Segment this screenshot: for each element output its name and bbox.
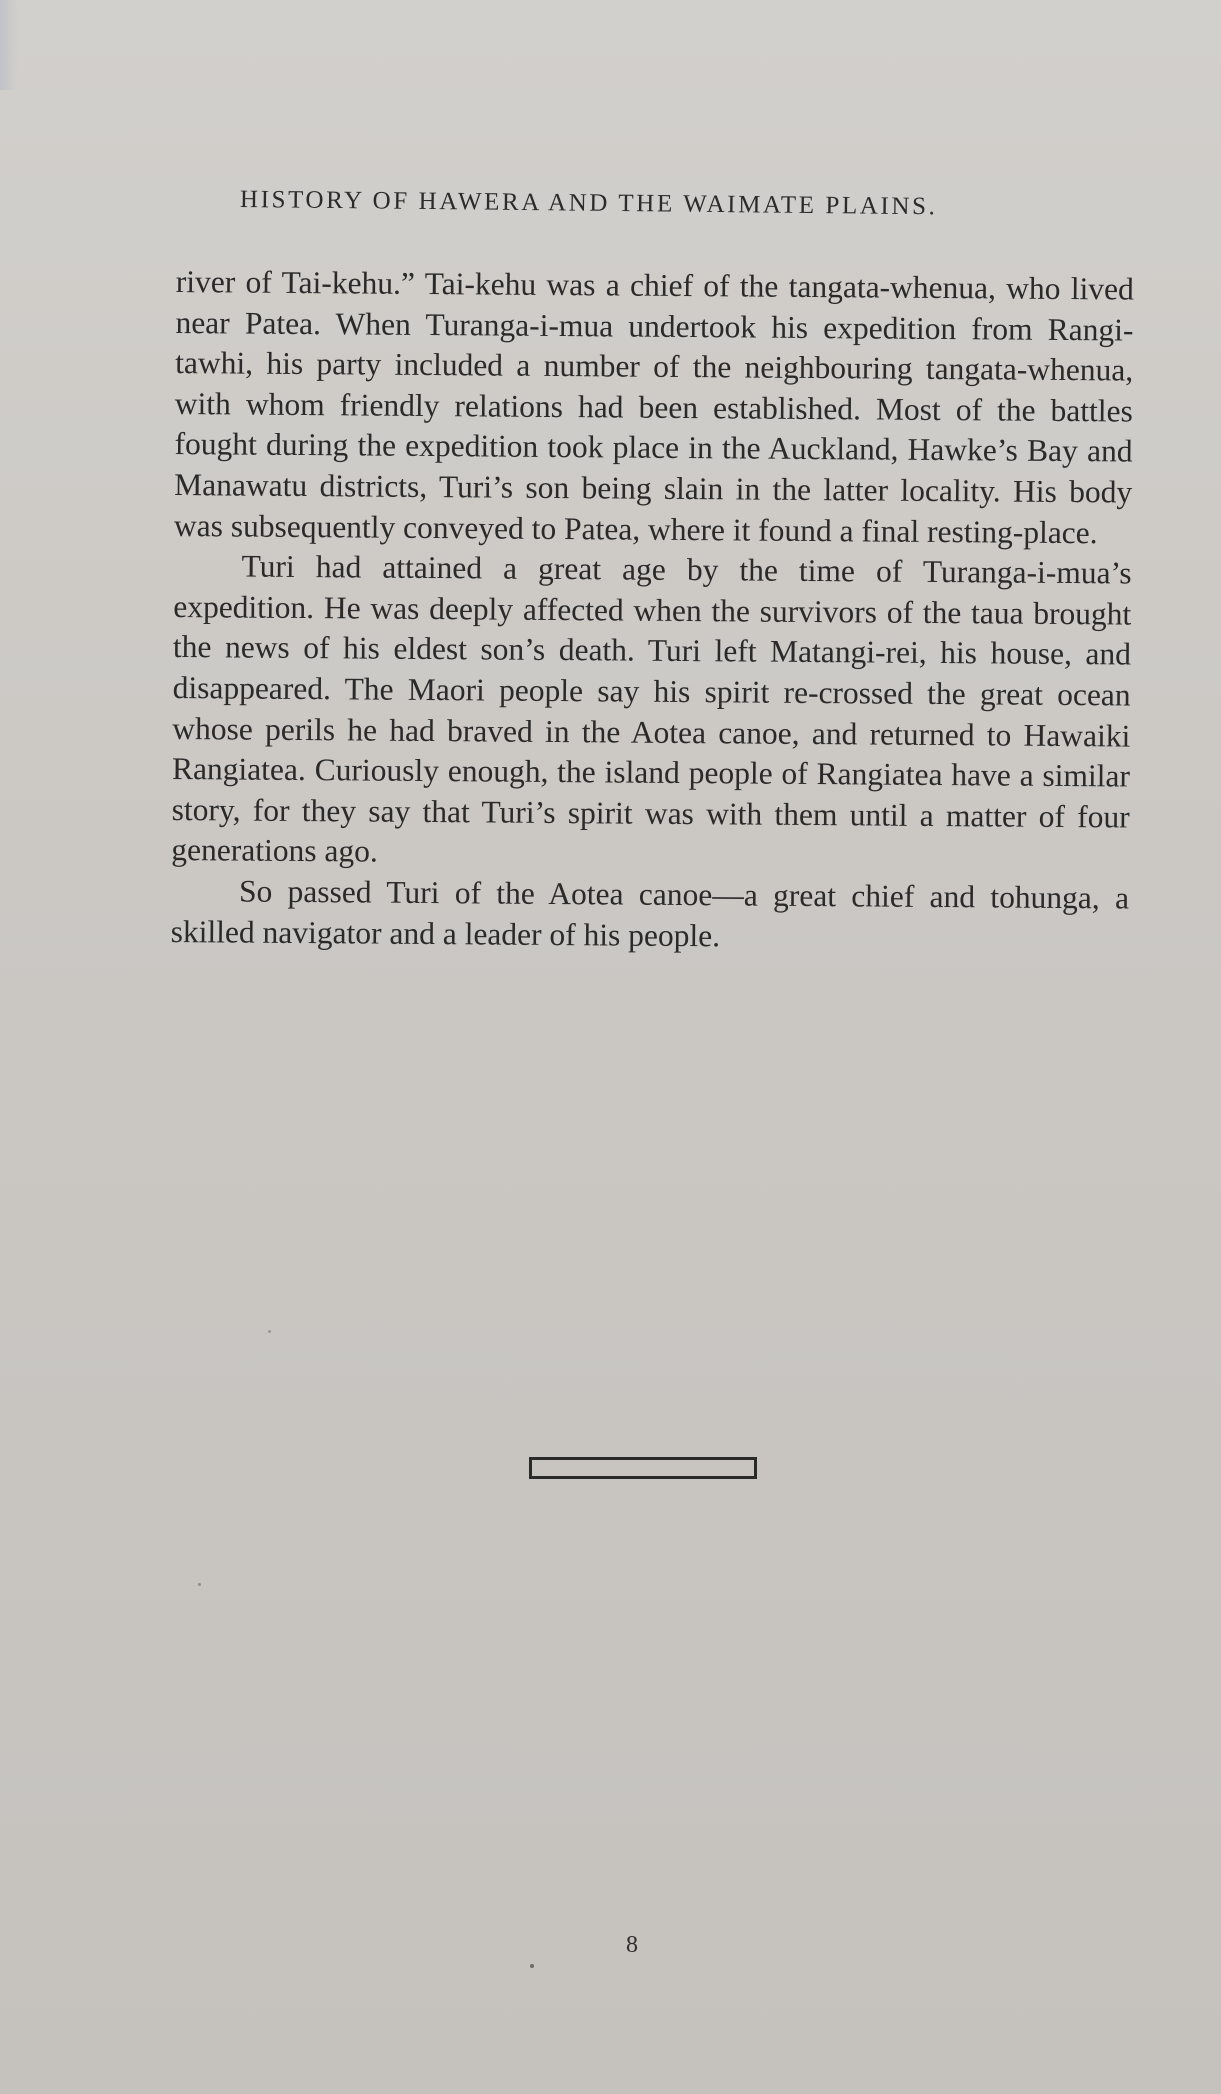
paragraph-3: So passed Turi of the Aotea canoe—a great chief and tohunga, a skilled navigator and a leader of his people.	[170, 873, 1130, 953]
page-edge-shadow	[0, 0, 18, 90]
page-number: 8	[626, 1932, 638, 1958]
paragraph-2: Turi had attained a great age by the time of Turanga-i-mua’s expedition. He was deeply affected when the survivors of the taua brought the news of his eldest son’s death. Turi left Matangi-rei, his house, and disappeared. The Maori people say his spirit re-crossed the great ocean whose perils he had braved in the Aotea canoe, and returned to Hawaiki Rangiatea. Curiously enough, the island people of Rangiatea have a similar story, for they say that Turi’s spirit was with them until a matter of four generations ago.	[171, 548, 1132, 869]
running-head: HISTORY OF HAWERA AND THE WAIMATE PLAINS.	[239, 186, 938, 221]
paper-speck	[198, 1583, 201, 1586]
paper-speck	[530, 1964, 534, 1968]
paragraph-1: river of Tai-kehu.” Tai-kehu was a chief of the tangata-whenua, who lived near Patea. When Turanga-i-mua undertook his expedition from Rangi-tawhi, his party included a number of the neighbouring tangata-whenua, with whom friendly relations had been established. Most of the battles fought during the expedition took place in the Auckland, Hawke’s Bay and Manawatu districts, Turi’s son being slain in the latter locality. His body was subsequently conveyed to Patea, where it found a final resting-place.	[173, 263, 1134, 550]
paper-speck	[268, 1330, 271, 1333]
body-text	[171, 262, 1134, 960]
section-end-ornament	[529, 1457, 757, 1479]
